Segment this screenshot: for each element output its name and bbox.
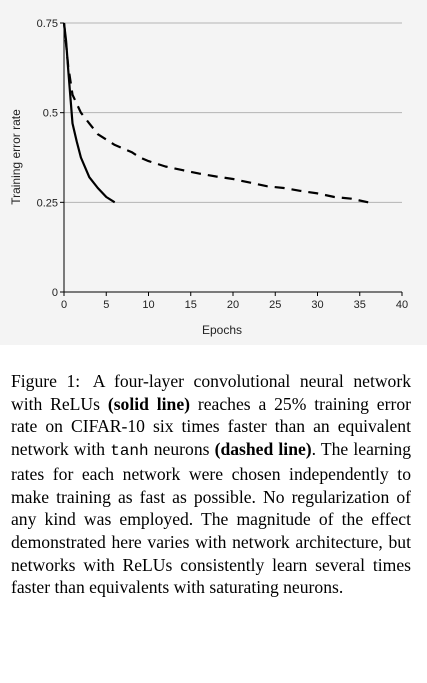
caption-code-tanh: tanh xyxy=(110,442,149,461)
y-tick-label: 0.75 xyxy=(36,18,58,30)
x-tick-label: 0 xyxy=(60,299,68,311)
x-tick-label: 15 xyxy=(184,299,197,311)
figure-caption xyxy=(11,370,411,599)
x-tick-label: 25 xyxy=(269,299,282,311)
x-tick-label: 20 xyxy=(226,299,240,311)
x-tick-label: 10 xyxy=(142,299,155,311)
x-tick-label: 35 xyxy=(353,299,366,311)
caption-bold-dashed-line: (dashed line) xyxy=(214,439,312,460)
y-axis-title: Training error rate xyxy=(9,109,23,205)
x-axis-title: Epochs xyxy=(201,323,243,337)
caption-text: A four-layer convolutional neural network with ReLUs xyxy=(11,371,411,414)
y-tick-label: 0.5 xyxy=(42,107,58,120)
caption-text: neurons xyxy=(148,439,215,460)
x-tick-label: 40 xyxy=(395,299,409,311)
x-tick-label: 5 xyxy=(103,299,110,311)
y-tick-label: 0.25 xyxy=(36,197,58,210)
caption-text: reaches a 25% training error rate on CIFAR-10 six times faster than an equivalent network with xyxy=(11,393,411,460)
y-tick-label: 0 xyxy=(51,287,58,299)
figure-label: Figure 1: xyxy=(11,371,81,391)
x-tick-label: 30 xyxy=(311,299,324,311)
caption-text: . The learning rates for each network were chosen independently to make training as fast as possible. No regularization of any kind was employed. The magnitude of the effect demonstrated here varies with network architecture, but networks with ReLUs consistently learn several times faster than equivalents with saturating neurons. xyxy=(11,439,412,598)
caption-bold-solid-line: (solid line) xyxy=(107,393,190,414)
